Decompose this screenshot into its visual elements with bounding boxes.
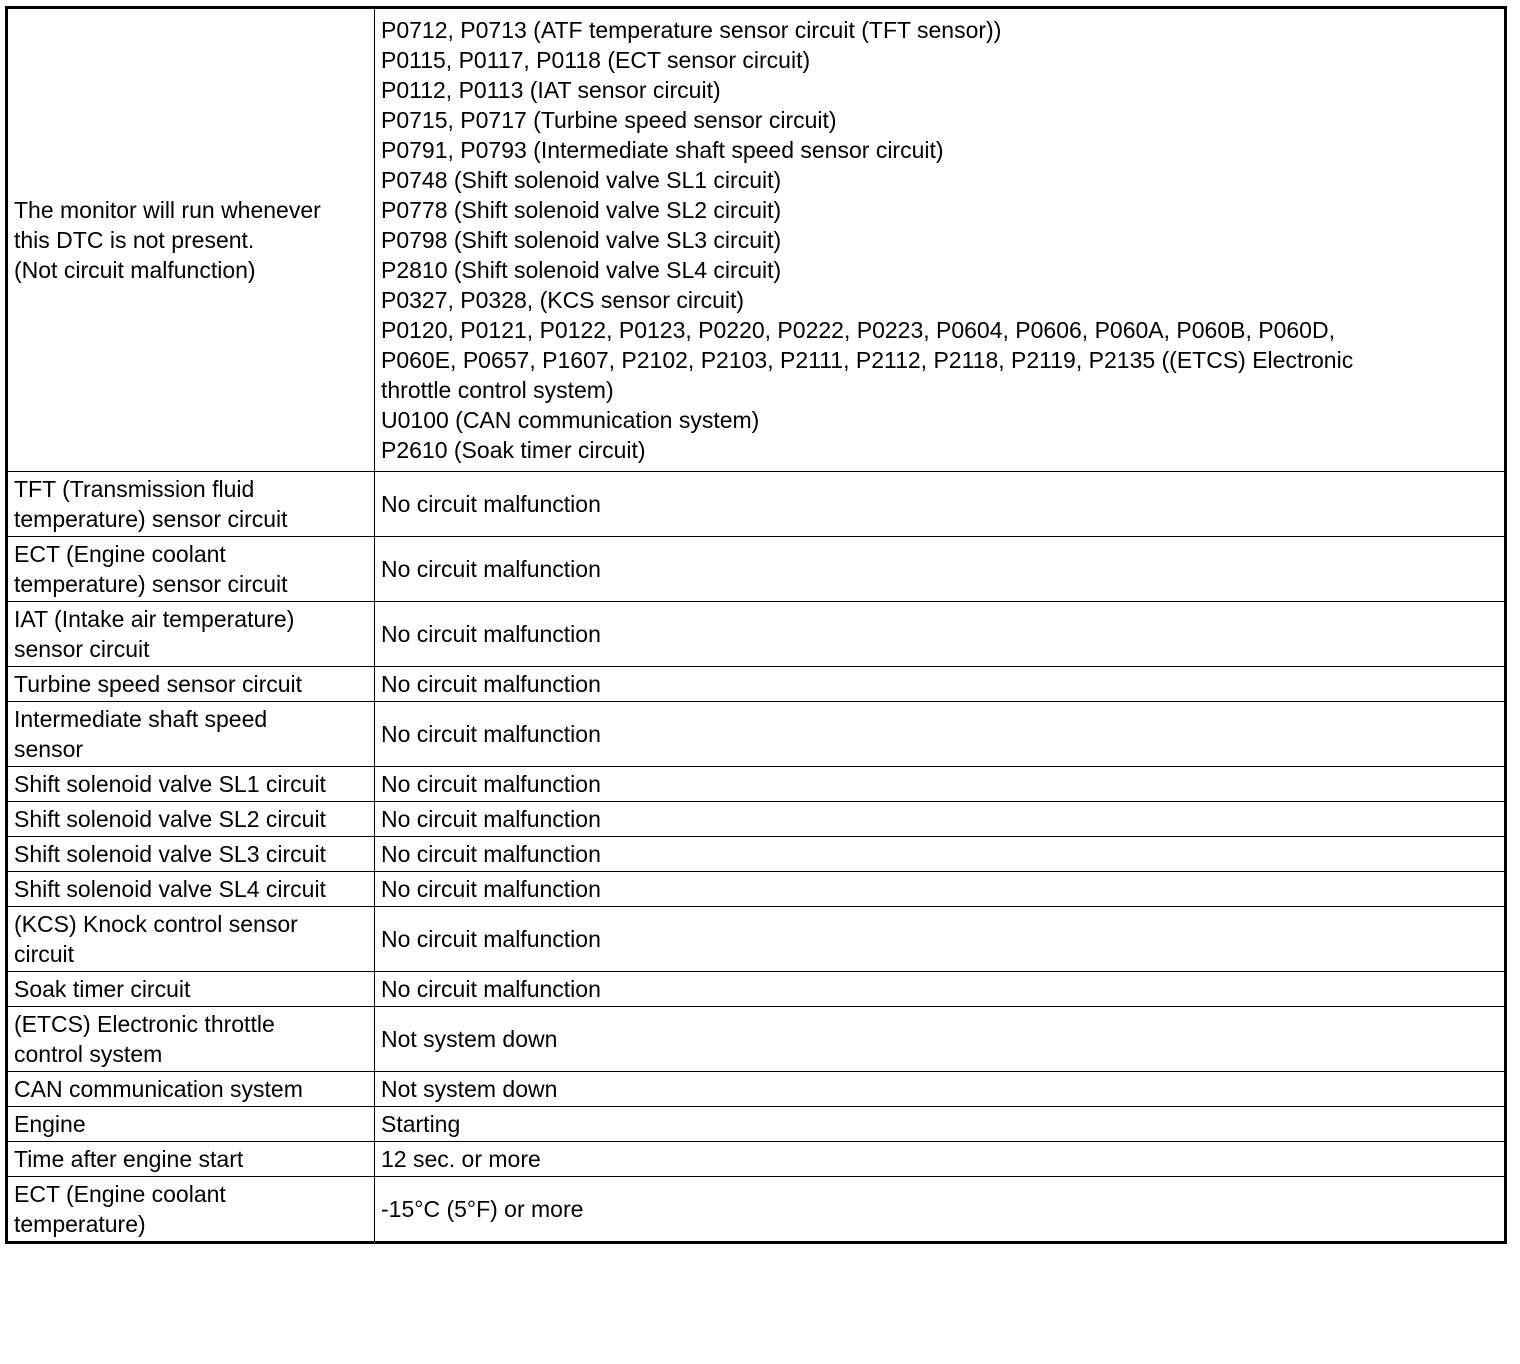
value-cell: No circuit malfunction — [375, 667, 1505, 702]
condition-cell — [8, 767, 375, 802]
condition-line: this DTC is not present. — [14, 227, 255, 253]
condition-cell — [8, 537, 375, 602]
table-row-can — [8, 1072, 1504, 1107]
condition-line: (ETCS) Electronic throttle — [14, 1011, 275, 1037]
dtc-line: P2810 (Shift solenoid valve SL4 circuit) — [381, 257, 782, 283]
monitor-conditions-table — [8, 9, 1504, 1241]
value-cell: No circuit malfunction — [375, 602, 1505, 667]
condition-cell — [8, 1107, 375, 1142]
table-row-sl1 — [8, 767, 1504, 802]
condition-line: control system — [14, 1041, 163, 1067]
table-row-etcs — [8, 1007, 1504, 1072]
value-cell: No circuit malfunction — [375, 802, 1505, 837]
condition-line: Turbine speed sensor circuit — [14, 671, 303, 697]
table-row-ect-temperature — [8, 1177, 1504, 1242]
dtc-line: P0748 (Shift solenoid valve SL1 circuit) — [381, 167, 782, 193]
condition-line: Shift solenoid valve SL2 circuit — [14, 806, 326, 832]
dtc-line: throttle control system) — [381, 377, 614, 403]
dtc-line: P0115, P0117, P0118 (ECT sensor circuit) — [381, 47, 811, 73]
condition-cell — [8, 972, 375, 1007]
condition-line: Intermediate shaft speed — [14, 706, 268, 732]
value-cell: No circuit malfunction — [375, 837, 1505, 872]
value-cell: No circuit malfunction — [375, 702, 1505, 767]
table-row-ect-sensor — [8, 537, 1504, 602]
table-row-soak-timer — [8, 972, 1504, 1007]
value-cell: 12 sec. or more — [375, 1142, 1505, 1177]
dtc-line: P0120, P0121, P0122, P0123, P0220, P0222, P0223, P0604, P0606, P060A, P060B, P060D, — [381, 317, 1335, 343]
table-row-intermediate-shaft — [8, 702, 1504, 767]
condition-cell — [8, 9, 375, 472]
condition-line: temperature) sensor circuit — [14, 506, 288, 532]
condition-line: Time after engine start — [14, 1146, 244, 1172]
condition-line: Engine — [14, 1111, 86, 1137]
condition-line: sensor circuit — [14, 636, 150, 662]
condition-line: ECT (Engine coolant — [14, 1181, 226, 1207]
dtc-line: P0112, P0113 (IAT sensor circuit) — [381, 77, 721, 103]
value-cell: No circuit malfunction — [375, 872, 1505, 907]
condition-line: The monitor will run whenever — [14, 197, 321, 223]
table-row-turbine-speed — [8, 667, 1504, 702]
condition-line: Soak timer circuit — [14, 976, 191, 1002]
condition-line: ECT (Engine coolant — [14, 541, 226, 567]
condition-line: IAT (Intake air temperature) — [14, 606, 295, 632]
condition-cell — [8, 1177, 375, 1242]
condition-cell — [8, 1072, 375, 1107]
condition-line: (KCS) Knock control sensor — [14, 911, 298, 937]
dtc-line: P2610 (Soak timer circuit) — [381, 437, 646, 463]
condition-cell — [8, 872, 375, 907]
dtc-line: P0778 (Shift solenoid valve SL2 circuit) — [381, 197, 782, 223]
condition-cell — [8, 907, 375, 972]
dtc-line: P060E, P0657, P1607, P2102, P2103, P2111, P2112, P2118, P2119, P2135 ((ETCS) Electronic — [381, 347, 1354, 373]
condition-cell — [8, 1007, 375, 1072]
table-row-dtc-not-present — [8, 9, 1504, 472]
value-cell: Not system down — [375, 1072, 1505, 1107]
condition-line: Shift solenoid valve SL3 circuit — [14, 841, 326, 867]
value-cell: No circuit malfunction — [375, 537, 1505, 602]
value-cell: No circuit malfunction — [375, 972, 1505, 1007]
condition-cell — [8, 802, 375, 837]
condition-cell — [8, 602, 375, 667]
condition-cell — [8, 667, 375, 702]
table-row-engine — [8, 1107, 1504, 1142]
dtc-line: P0791, P0793 (Intermediate shaft speed sensor circuit) — [381, 137, 944, 163]
condition-line: temperature) sensor circuit — [14, 571, 288, 597]
dtc-line: P0798 (Shift solenoid valve SL3 circuit) — [381, 227, 782, 253]
dtc-list-cell — [375, 9, 1505, 472]
condition-line: Shift solenoid valve SL4 circuit — [14, 876, 326, 902]
dtc-line: U0100 (CAN communication system) — [381, 407, 760, 433]
value-cell: Not system down — [375, 1007, 1505, 1072]
table-row-iat-sensor — [8, 602, 1504, 667]
condition-line: temperature) — [14, 1211, 146, 1237]
table-row-sl2 — [8, 802, 1504, 837]
condition-cell — [8, 837, 375, 872]
condition-line: sensor — [14, 736, 84, 762]
value-cell: -15°C (5°F) or more — [375, 1177, 1505, 1242]
condition-cell — [8, 472, 375, 537]
dtc-line: P0327, P0328, (KCS sensor circuit) — [381, 287, 745, 313]
condition-line: TFT (Transmission fluid — [14, 476, 255, 502]
condition-cell — [8, 1142, 375, 1177]
condition-line: circuit — [14, 941, 75, 967]
table-row-kcs-sensor — [8, 907, 1504, 972]
value-cell: No circuit malfunction — [375, 767, 1505, 802]
table-row-time-after-start — [8, 1142, 1504, 1177]
condition-line: (Not circuit malfunction) — [14, 257, 256, 283]
conditions-table-frame — [5, 6, 1507, 1244]
condition-line: CAN communication system — [14, 1076, 303, 1102]
table-row-sl3 — [8, 837, 1504, 872]
condition-line: Shift solenoid valve SL1 circuit — [14, 771, 326, 797]
value-cell: No circuit malfunction — [375, 907, 1505, 972]
dtc-line: P0712, P0713 (ATF temperature sensor circuit (TFT sensor)) — [381, 17, 1002, 43]
table-row-tft-sensor — [8, 472, 1504, 537]
table-row-sl4 — [8, 872, 1504, 907]
condition-cell — [8, 702, 375, 767]
value-cell: Starting — [375, 1107, 1505, 1142]
dtc-line: P0715, P0717 (Turbine speed sensor circuit) — [381, 107, 837, 133]
value-cell: No circuit malfunction — [375, 472, 1505, 537]
